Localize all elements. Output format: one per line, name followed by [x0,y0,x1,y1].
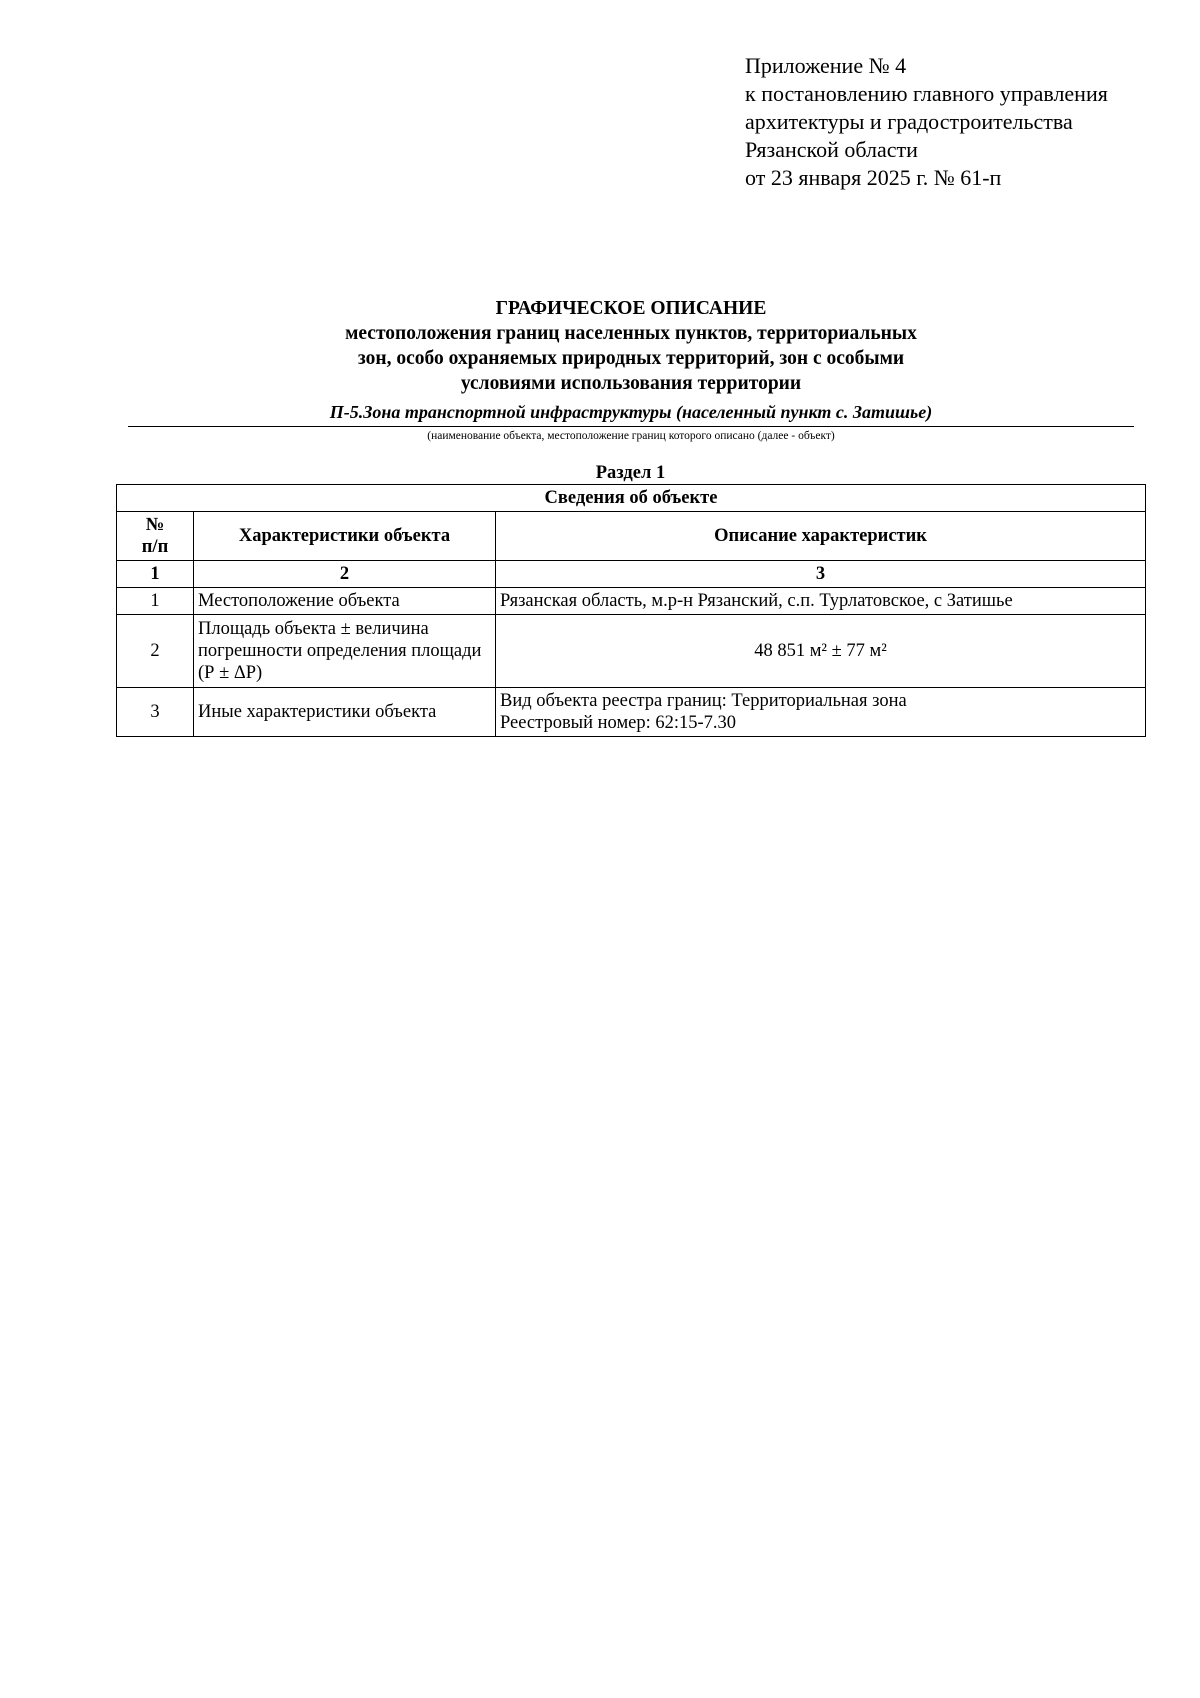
appendix-line: Рязанской области [745,137,918,162]
appendix-header [745,52,1108,192]
row-description: 48 851 м² ± 77 м² [496,615,1146,688]
document-title-main: ГРАФИЧЕСКОЕ ОПИСАНИЕ [495,298,767,319]
header-description: Описание характеристик [496,512,1146,561]
section-title: Раздел 1 [595,463,666,483]
row-description-line: Реестровый номер: 62:15-7.30 [500,713,737,733]
row-num: 2 [117,615,194,688]
header-num-line1: № [145,515,165,535]
document-title [128,296,1134,396]
appendix-line: от 23 января 2025 г. № 61-п [745,165,1002,190]
table-header-row [117,512,1146,561]
table-row [117,615,1146,688]
row-num: 1 [117,588,194,615]
object-name-underline [128,426,1134,427]
object-info-table [116,484,1146,737]
object-name: П-5.Зона транспортной инфраструктуры (населенный пункт с. Затишье) [329,402,933,422]
table-caption-row [117,485,1146,512]
table-row [117,688,1146,737]
appendix-line: к постановлению главного управления [745,81,1108,106]
document-title-line: зон, особо охраняемых природных территорий, зон с особыми [357,348,905,369]
row-characteristic: Местоположение объекта [194,588,496,615]
document-title-line: условиями использования территории [460,373,802,394]
appendix-line: архитектуры и градостроительства [745,109,1073,134]
row-description: Рязанская область, м.р-н Рязанский, с.п. Турлатовское, с Затишье [496,588,1146,615]
row-description [496,688,1146,737]
column-numbers-row [117,561,1146,588]
column-number: 2 [194,561,496,588]
column-number: 1 [117,561,194,588]
row-characteristic-line: Площадь объекта ± величина [198,619,429,639]
header-characteristic: Характеристики объекта [194,512,496,561]
object-name-caption: (наименование объекта, местоположение границ которого описано (далее - объект) [427,430,835,442]
row-characteristic-line: (Р ± ΔР) [198,663,263,683]
column-number: 3 [496,561,1146,588]
row-characteristic-line: погрешности определения площади [198,641,482,661]
document-title-line: местоположения границ населенных пунктов, территориальных [345,323,917,344]
row-description-line: Вид объекта реестра границ: Территориальная зона [500,691,907,711]
row-characteristic: Иные характеристики объекта [194,688,496,737]
appendix-line: Приложение № 4 [745,53,907,78]
table-row [117,588,1146,615]
header-num-line2: п/п [141,537,169,557]
row-characteristic [194,615,496,688]
header-num [117,512,194,561]
table-caption: Сведения об объекте [117,485,1146,512]
row-num: 3 [117,688,194,737]
